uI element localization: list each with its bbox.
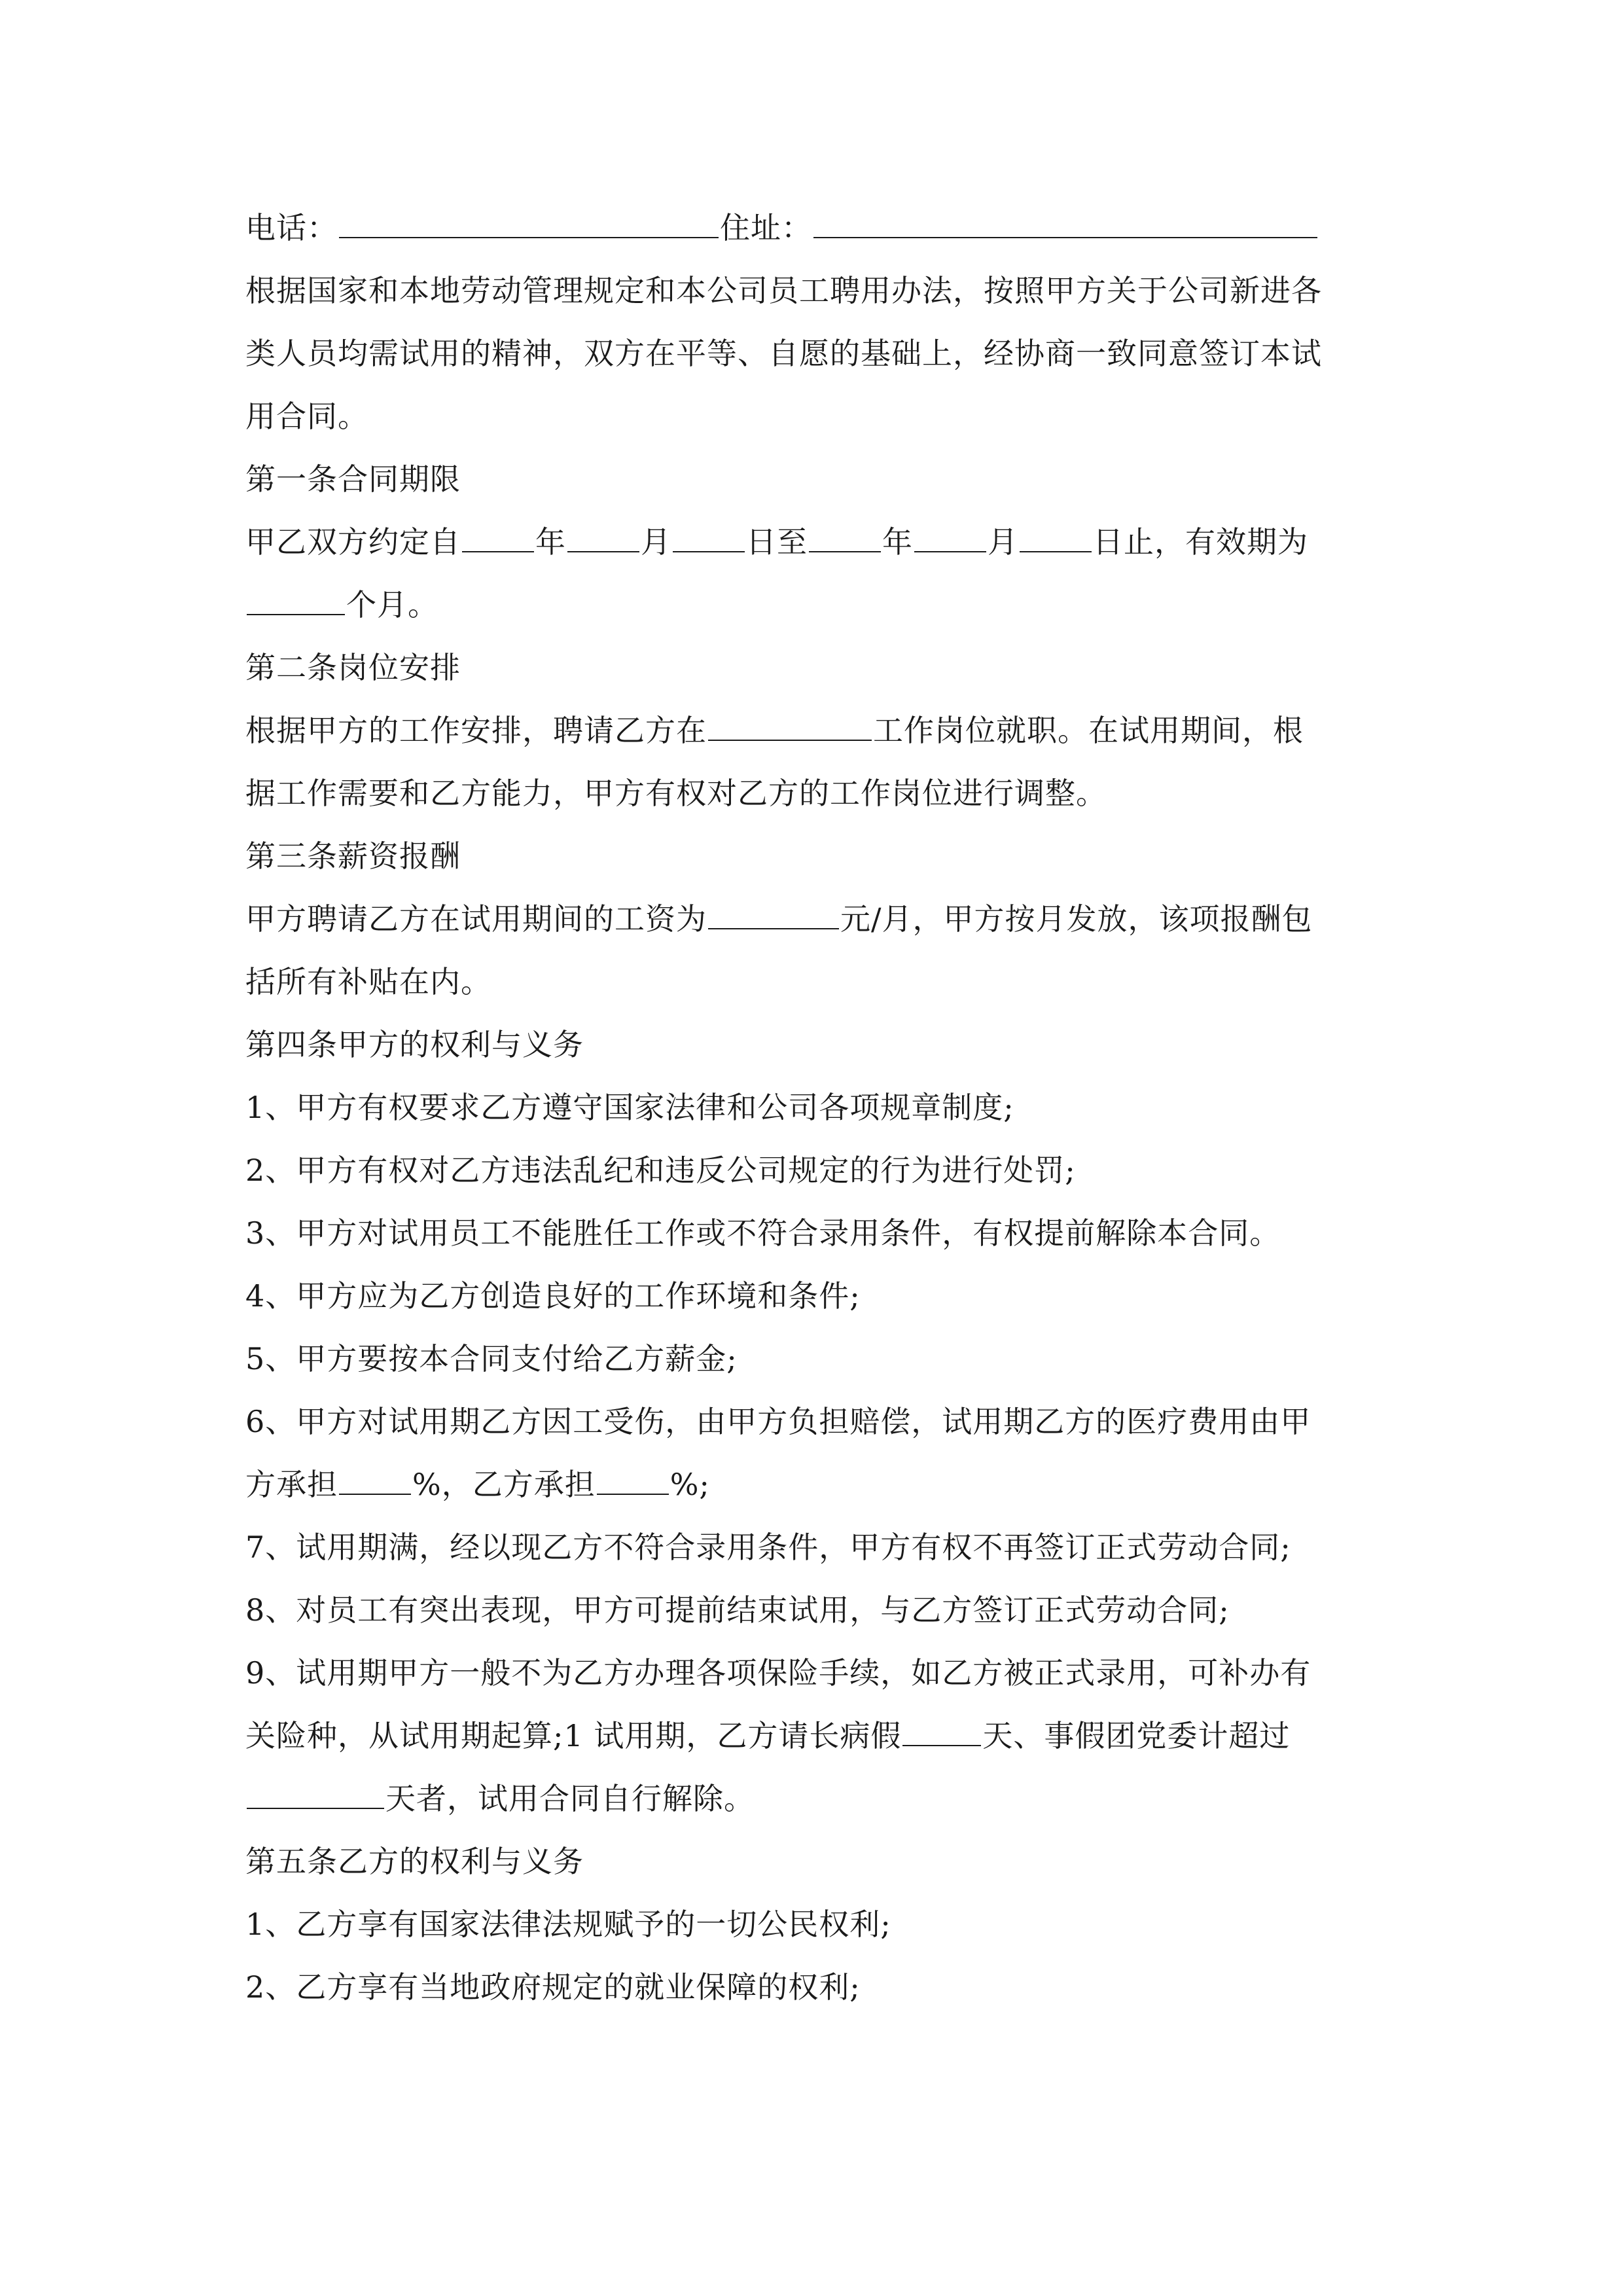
article1-year1: 年 [535,524,566,560]
article3-line-1 [245,899,1313,939]
duration-months-blank[interactable] [247,588,345,615]
article4-item-9-line-3 [245,1779,755,1818]
article4-item-7: 7、试用期满，经以现乙方不符合录用条件，甲方有权不再签订正式劳动合同; [245,1530,1291,1565]
salary-blank[interactable] [708,902,839,929]
intro-line-1: 根据国家和本地劳动管理规定和本公司员工聘用办法，按照甲方关于公司新进各 [245,273,1322,308]
start-year-blank[interactable] [462,525,534,552]
article5-item-1: 1、乙方享有国家法律法规赋予的一切公民权利; [245,1907,891,1942]
article2-line-2: 据工作需要和乙方能力，甲方有权对乙方的工作岗位进行调整。 [245,776,1107,811]
article1-month2: 月 [988,524,1018,560]
article4-title: 第四条甲方的权利与义务 [245,1027,584,1062]
party-a-percent-blank[interactable] [339,1467,411,1495]
article4-item-2: 2、甲方有权对乙方违法乱纪和违反公司规定的行为进行处罚; [245,1153,1076,1188]
item6-text-c: %; [669,1467,710,1502]
address-label: 住址： [720,210,812,245]
article4-item-6-line-2 [245,1465,710,1504]
article4-item-6-line-1: 6、甲方对试用期乙方因工受伤，由甲方负担赔偿，试用期乙方的医疗费用由甲 [245,1404,1311,1439]
article3-text-b: 元/月，甲方按月发放，该项报酬包 [840,901,1313,937]
contact-line [245,208,1319,247]
article5-title: 第五条乙方的权利与义务 [245,1844,584,1879]
sick-leave-days-blank[interactable] [902,1719,981,1746]
article1-month1: 月 [641,524,671,560]
article3-title: 第三条薪资报酬 [245,838,461,874]
start-month-blank[interactable] [567,525,639,552]
article4-item-9-line-2 [245,1716,1290,1755]
intro-line-2: 类人员均需试用的精神，双方在平等、自愿的基础上，经协商一致同意签订本试 [245,336,1322,371]
item9-text-b: 天、事假团党委计超过 [982,1718,1291,1753]
article1-day2: 日止，有效期为 [1093,524,1308,560]
item6-text-b: %，乙方承担 [412,1467,596,1502]
item9-text-a: 关险种，从试用期起算;1 试用期，乙方请长病假 [245,1718,902,1753]
article4-item-1: 1、甲方有权要求乙方遵守国家法律和公司各项规章制度; [245,1090,1014,1125]
article1-line-1 [245,522,1308,562]
article2-line-1 [245,711,1304,750]
position-blank[interactable] [708,713,872,741]
start-day-blank[interactable] [673,525,745,552]
article2-text-b: 工作岗位就职。在试用期间，根 [873,713,1304,748]
article4-item-9-line-1: 9、试用期甲方一般不为乙方办理各项保险手续，如乙方被正式录用，可补办有 [245,1655,1311,1691]
article2-text-a: 根据甲方的工作安排，聘请乙方在 [245,713,707,748]
article1-text-a: 甲乙双方约定自 [245,524,461,560]
article1-day1: 日至 [746,524,808,560]
article5-item-2: 2、乙方享有当地政府规定的就业保障的权利; [245,1969,861,2005]
end-year-blank[interactable] [809,525,881,552]
item9-text-c: 天者，试用合同自行解除。 [385,1781,755,1816]
phone-label: 电话： [245,210,338,245]
article1-year2: 年 [882,524,913,560]
article4-item-5: 5、甲方要按本合同支付给乙方薪金; [245,1341,738,1376]
article1-months: 个月。 [346,587,438,622]
leave-limit-days-blank[interactable] [247,1782,384,1809]
article3-line-2: 括所有补贴在内。 [245,964,491,999]
article1-line-2 [245,585,438,624]
party-b-percent-blank[interactable] [597,1467,669,1495]
article1-title: 第一条合同期限 [245,461,461,497]
article4-item-8: 8、对员工有突出表现，甲方可提前结束试用，与乙方签订正式劳动合同; [245,1592,1230,1628]
address-blank[interactable] [813,211,1317,238]
phone-blank[interactable] [339,211,719,238]
end-day-blank[interactable] [1020,525,1092,552]
intro-line-3: 用合同。 [245,399,368,434]
item6-text-a: 方承担 [245,1467,338,1502]
article3-text-a: 甲方聘请乙方在试用期间的工资为 [245,901,707,937]
article4-item-3: 3、甲方对试用员工不能胜任工作或不符合录用条件，有权提前解除本合同。 [245,1215,1281,1251]
end-month-blank[interactable] [914,525,986,552]
article4-item-4: 4、甲方应为乙方创造良好的工作环境和条件; [245,1278,861,1314]
article2-title: 第二条岗位安排 [245,650,461,685]
